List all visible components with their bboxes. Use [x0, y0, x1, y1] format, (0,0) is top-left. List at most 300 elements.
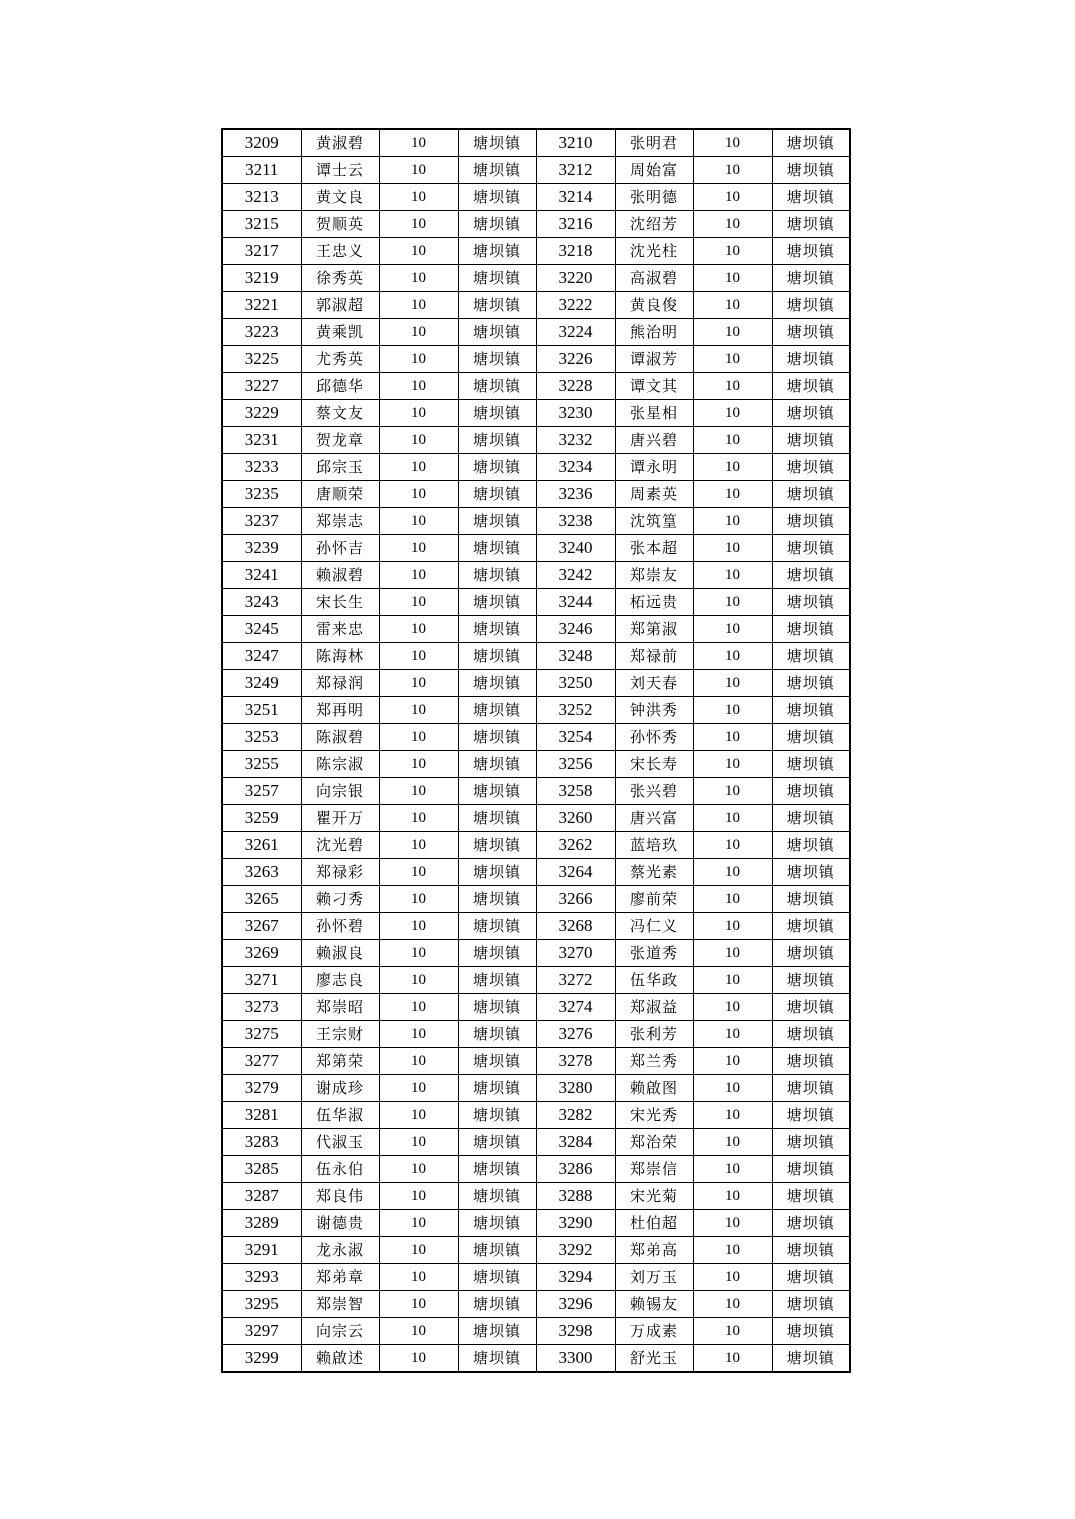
table-row [222, 1129, 850, 1156]
person-name-cell: 谭文其 [615, 373, 693, 400]
record-number-cell: 3225 [222, 346, 301, 373]
town-name-cell: 塘坝镇 [772, 805, 850, 832]
table-row [222, 1210, 850, 1237]
record-number-cell: 3249 [222, 670, 301, 697]
table-row [222, 1318, 850, 1345]
person-name-cell: 蔡文友 [301, 400, 379, 427]
amount-value-cell: 10 [379, 1075, 458, 1102]
amount-value-cell: 10 [693, 129, 772, 157]
person-name-cell: 王忠义 [301, 238, 379, 265]
amount-value-cell: 10 [693, 1210, 772, 1237]
person-name-cell: 唐顺荣 [301, 481, 379, 508]
person-name-cell: 郑弟高 [615, 1237, 693, 1264]
town-name-cell: 塘坝镇 [772, 1318, 850, 1345]
amount-value-cell: 10 [693, 940, 772, 967]
amount-value-cell: 10 [379, 886, 458, 913]
record-number-cell: 3243 [222, 589, 301, 616]
town-name-cell: 塘坝镇 [458, 1210, 536, 1237]
person-name-cell: 谭士云 [301, 157, 379, 184]
person-name-cell: 郑第淑 [615, 616, 693, 643]
amount-value-cell: 10 [693, 589, 772, 616]
person-name-cell: 黄淑碧 [301, 129, 379, 157]
person-name-cell: 陈宗淑 [301, 751, 379, 778]
amount-value-cell: 10 [379, 129, 458, 157]
amount-value-cell: 10 [693, 670, 772, 697]
town-name-cell: 塘坝镇 [458, 400, 536, 427]
town-name-cell: 塘坝镇 [458, 1237, 536, 1264]
record-number-cell: 3262 [536, 832, 615, 859]
amount-value-cell: 10 [379, 724, 458, 751]
person-name-cell: 刘天春 [615, 670, 693, 697]
town-name-cell: 塘坝镇 [772, 1183, 850, 1210]
town-name-cell: 塘坝镇 [458, 508, 536, 535]
person-name-cell: 郑崇智 [301, 1291, 379, 1318]
town-name-cell: 塘坝镇 [458, 1102, 536, 1129]
table-row [222, 967, 850, 994]
amount-value-cell: 10 [693, 859, 772, 886]
person-name-cell: 沈光碧 [301, 832, 379, 859]
table-row [222, 1048, 850, 1075]
record-number-cell: 3238 [536, 508, 615, 535]
town-name-cell: 塘坝镇 [772, 427, 850, 454]
town-name-cell: 塘坝镇 [458, 859, 536, 886]
person-name-cell: 谭淑芳 [615, 346, 693, 373]
town-name-cell: 塘坝镇 [772, 1210, 850, 1237]
record-number-cell: 3236 [536, 481, 615, 508]
record-number-cell: 3292 [536, 1237, 615, 1264]
amount-value-cell: 10 [379, 1183, 458, 1210]
person-name-cell: 邱德华 [301, 373, 379, 400]
town-name-cell: 塘坝镇 [458, 1183, 536, 1210]
person-name-cell: 孙怀碧 [301, 913, 379, 940]
record-number-cell: 3284 [536, 1129, 615, 1156]
amount-value-cell: 10 [379, 1318, 458, 1345]
record-number-cell: 3209 [222, 129, 301, 157]
person-name-cell: 张兴碧 [615, 778, 693, 805]
amount-value-cell: 10 [693, 1156, 772, 1183]
town-name-cell: 塘坝镇 [458, 967, 536, 994]
town-name-cell: 塘坝镇 [772, 481, 850, 508]
town-name-cell: 塘坝镇 [458, 940, 536, 967]
person-name-cell: 郑淑益 [615, 994, 693, 1021]
amount-value-cell: 10 [379, 481, 458, 508]
town-name-cell: 塘坝镇 [458, 832, 536, 859]
person-name-cell: 龙永淑 [301, 1237, 379, 1264]
record-number-cell: 3276 [536, 1021, 615, 1048]
record-number-cell: 3216 [536, 211, 615, 238]
town-name-cell: 塘坝镇 [772, 751, 850, 778]
town-name-cell: 塘坝镇 [458, 994, 536, 1021]
person-name-cell: 宋长生 [301, 589, 379, 616]
person-name-cell: 尤秀英 [301, 346, 379, 373]
person-name-cell: 熊治明 [615, 319, 693, 346]
record-number-cell: 3279 [222, 1075, 301, 1102]
amount-value-cell: 10 [379, 589, 458, 616]
town-name-cell: 塘坝镇 [772, 832, 850, 859]
table-row [222, 589, 850, 616]
person-name-cell: 宋光菊 [615, 1183, 693, 1210]
record-number-cell: 3213 [222, 184, 301, 211]
person-name-cell: 郑禄润 [301, 670, 379, 697]
town-name-cell: 塘坝镇 [772, 1021, 850, 1048]
amount-value-cell: 10 [693, 967, 772, 994]
town-name-cell: 塘坝镇 [772, 967, 850, 994]
amount-value-cell: 10 [693, 238, 772, 265]
town-name-cell: 塘坝镇 [772, 211, 850, 238]
person-name-cell: 代淑玉 [301, 1129, 379, 1156]
town-name-cell: 塘坝镇 [772, 778, 850, 805]
person-name-cell: 周始富 [615, 157, 693, 184]
town-name-cell: 塘坝镇 [772, 129, 850, 157]
person-name-cell: 赖啟述 [301, 1345, 379, 1373]
amount-value-cell: 10 [379, 1021, 458, 1048]
record-number-cell: 3293 [222, 1264, 301, 1291]
record-number-cell: 3274 [536, 994, 615, 1021]
record-number-cell: 3278 [536, 1048, 615, 1075]
amount-value-cell: 10 [379, 157, 458, 184]
person-name-cell: 孙怀秀 [615, 724, 693, 751]
person-name-cell: 郑弟章 [301, 1264, 379, 1291]
table-row [222, 670, 850, 697]
table-row [222, 400, 850, 427]
town-name-cell: 塘坝镇 [772, 1075, 850, 1102]
person-name-cell: 徐秀英 [301, 265, 379, 292]
person-name-cell: 张道秀 [615, 940, 693, 967]
town-name-cell: 塘坝镇 [458, 643, 536, 670]
record-number-cell: 3268 [536, 913, 615, 940]
table-row [222, 859, 850, 886]
town-name-cell: 塘坝镇 [458, 292, 536, 319]
amount-value-cell: 10 [693, 832, 772, 859]
amount-value-cell: 10 [693, 1291, 772, 1318]
record-number-cell: 3248 [536, 643, 615, 670]
town-name-cell: 塘坝镇 [772, 562, 850, 589]
person-name-cell: 舒光玉 [615, 1345, 693, 1373]
record-number-cell: 3223 [222, 319, 301, 346]
table-row [222, 535, 850, 562]
person-name-cell: 郑治荣 [615, 1129, 693, 1156]
town-name-cell: 塘坝镇 [458, 724, 536, 751]
person-name-cell: 沈绍芳 [615, 211, 693, 238]
town-name-cell: 塘坝镇 [458, 481, 536, 508]
amount-value-cell: 10 [693, 805, 772, 832]
person-name-cell: 赖刁秀 [301, 886, 379, 913]
record-number-cell: 3285 [222, 1156, 301, 1183]
table-row [222, 265, 850, 292]
person-name-cell: 蔡光素 [615, 859, 693, 886]
town-name-cell: 塘坝镇 [772, 346, 850, 373]
amount-value-cell: 10 [693, 211, 772, 238]
amount-value-cell: 10 [693, 454, 772, 481]
town-name-cell: 塘坝镇 [772, 319, 850, 346]
record-number-cell: 3221 [222, 292, 301, 319]
table-row [222, 1345, 850, 1373]
person-name-cell: 黄乘凯 [301, 319, 379, 346]
record-number-cell: 3212 [536, 157, 615, 184]
town-name-cell: 塘坝镇 [772, 994, 850, 1021]
amount-value-cell: 10 [379, 454, 458, 481]
amount-value-cell: 10 [693, 913, 772, 940]
amount-value-cell: 10 [379, 346, 458, 373]
amount-value-cell: 10 [693, 886, 772, 913]
record-number-cell: 3240 [536, 535, 615, 562]
town-name-cell: 塘坝镇 [772, 265, 850, 292]
person-name-cell: 柘远贵 [615, 589, 693, 616]
table-row [222, 319, 850, 346]
table-row [222, 697, 850, 724]
amount-value-cell: 10 [379, 940, 458, 967]
record-number-cell: 3224 [536, 319, 615, 346]
town-name-cell: 塘坝镇 [772, 913, 850, 940]
record-number-cell: 3256 [536, 751, 615, 778]
amount-value-cell: 10 [379, 184, 458, 211]
town-name-cell: 塘坝镇 [458, 1156, 536, 1183]
town-name-cell: 塘坝镇 [772, 157, 850, 184]
record-number-cell: 3272 [536, 967, 615, 994]
record-number-cell: 3242 [536, 562, 615, 589]
town-name-cell: 塘坝镇 [772, 1048, 850, 1075]
town-name-cell: 塘坝镇 [458, 373, 536, 400]
town-name-cell: 塘坝镇 [458, 913, 536, 940]
town-name-cell: 塘坝镇 [458, 751, 536, 778]
person-name-cell: 赖锡友 [615, 1291, 693, 1318]
table-row [222, 913, 850, 940]
record-number-cell: 3271 [222, 967, 301, 994]
amount-value-cell: 10 [693, 1102, 772, 1129]
town-name-cell: 塘坝镇 [772, 373, 850, 400]
table-row [222, 724, 850, 751]
amount-value-cell: 10 [693, 1021, 772, 1048]
amount-value-cell: 10 [693, 724, 772, 751]
town-name-cell: 塘坝镇 [772, 1102, 850, 1129]
record-number-cell: 3253 [222, 724, 301, 751]
table-row [222, 643, 850, 670]
table-row [222, 1075, 850, 1102]
person-name-cell: 郑良伟 [301, 1183, 379, 1210]
table-row [222, 1291, 850, 1318]
record-number-cell: 3230 [536, 400, 615, 427]
town-name-cell: 塘坝镇 [458, 1291, 536, 1318]
amount-value-cell: 10 [379, 265, 458, 292]
amount-value-cell: 10 [693, 535, 772, 562]
amount-value-cell: 10 [379, 1048, 458, 1075]
person-name-cell: 郑第荣 [301, 1048, 379, 1075]
town-name-cell: 塘坝镇 [458, 211, 536, 238]
roster-table-body [222, 129, 850, 1372]
person-name-cell: 孙怀吉 [301, 535, 379, 562]
record-number-cell: 3261 [222, 832, 301, 859]
amount-value-cell: 10 [693, 994, 772, 1021]
town-name-cell: 塘坝镇 [458, 346, 536, 373]
town-name-cell: 塘坝镇 [458, 616, 536, 643]
person-name-cell: 瞿开万 [301, 805, 379, 832]
record-number-cell: 3214 [536, 184, 615, 211]
record-number-cell: 3245 [222, 616, 301, 643]
amount-value-cell: 10 [379, 805, 458, 832]
town-name-cell: 塘坝镇 [458, 1345, 536, 1373]
record-number-cell: 3211 [222, 157, 301, 184]
person-name-cell: 杜伯超 [615, 1210, 693, 1237]
town-name-cell: 塘坝镇 [772, 1345, 850, 1373]
record-number-cell: 3266 [536, 886, 615, 913]
amount-value-cell: 10 [379, 1210, 458, 1237]
record-number-cell: 3227 [222, 373, 301, 400]
record-number-cell: 3300 [536, 1345, 615, 1373]
town-name-cell: 塘坝镇 [458, 319, 536, 346]
town-name-cell: 塘坝镇 [458, 535, 536, 562]
amount-value-cell: 10 [693, 643, 772, 670]
record-number-cell: 3270 [536, 940, 615, 967]
table-row [222, 1102, 850, 1129]
table-row [222, 238, 850, 265]
town-name-cell: 塘坝镇 [772, 238, 850, 265]
person-name-cell: 陈淑碧 [301, 724, 379, 751]
person-name-cell: 赖啟图 [615, 1075, 693, 1102]
table-row [222, 886, 850, 913]
amount-value-cell: 10 [379, 616, 458, 643]
town-name-cell: 塘坝镇 [772, 454, 850, 481]
amount-value-cell: 10 [693, 1048, 772, 1075]
record-number-cell: 3287 [222, 1183, 301, 1210]
town-name-cell: 塘坝镇 [772, 1156, 850, 1183]
record-number-cell: 3254 [536, 724, 615, 751]
record-number-cell: 3289 [222, 1210, 301, 1237]
record-number-cell: 3291 [222, 1237, 301, 1264]
town-name-cell: 塘坝镇 [458, 1318, 536, 1345]
person-name-cell: 周素英 [615, 481, 693, 508]
amount-value-cell: 10 [693, 184, 772, 211]
town-name-cell: 塘坝镇 [458, 697, 536, 724]
person-name-cell: 蓝培玖 [615, 832, 693, 859]
table-row [222, 616, 850, 643]
amount-value-cell: 10 [379, 427, 458, 454]
amount-value-cell: 10 [379, 913, 458, 940]
person-name-cell: 郭淑超 [301, 292, 379, 319]
record-number-cell: 3232 [536, 427, 615, 454]
record-number-cell: 3233 [222, 454, 301, 481]
amount-value-cell: 10 [379, 1237, 458, 1264]
table-row [222, 832, 850, 859]
amount-value-cell: 10 [693, 373, 772, 400]
amount-value-cell: 10 [693, 778, 772, 805]
record-number-cell: 3273 [222, 994, 301, 1021]
person-name-cell: 邱宗玉 [301, 454, 379, 481]
person-name-cell: 钟洪秀 [615, 697, 693, 724]
town-name-cell: 塘坝镇 [458, 1021, 536, 1048]
record-number-cell: 3220 [536, 265, 615, 292]
record-number-cell: 3290 [536, 1210, 615, 1237]
town-name-cell: 塘坝镇 [772, 1291, 850, 1318]
table-row [222, 1156, 850, 1183]
town-name-cell: 塘坝镇 [458, 1129, 536, 1156]
record-number-cell: 3296 [536, 1291, 615, 1318]
record-number-cell: 3286 [536, 1156, 615, 1183]
person-name-cell: 高淑碧 [615, 265, 693, 292]
amount-value-cell: 10 [379, 508, 458, 535]
person-name-cell: 张明君 [615, 129, 693, 157]
record-number-cell: 3263 [222, 859, 301, 886]
town-name-cell: 塘坝镇 [772, 643, 850, 670]
record-number-cell: 3218 [536, 238, 615, 265]
town-name-cell: 塘坝镇 [772, 697, 850, 724]
person-name-cell: 伍华政 [615, 967, 693, 994]
record-number-cell: 3264 [536, 859, 615, 886]
town-name-cell: 塘坝镇 [772, 724, 850, 751]
town-name-cell: 塘坝镇 [458, 238, 536, 265]
town-name-cell: 塘坝镇 [772, 859, 850, 886]
table-row [222, 508, 850, 535]
amount-value-cell: 10 [693, 751, 772, 778]
record-number-cell: 3265 [222, 886, 301, 913]
record-number-cell: 3215 [222, 211, 301, 238]
person-name-cell: 谢德贵 [301, 1210, 379, 1237]
person-name-cell: 廖前荣 [615, 886, 693, 913]
record-number-cell: 3258 [536, 778, 615, 805]
town-name-cell: 塘坝镇 [458, 1264, 536, 1291]
amount-value-cell: 10 [693, 1075, 772, 1102]
town-name-cell: 塘坝镇 [458, 427, 536, 454]
amount-value-cell: 10 [693, 508, 772, 535]
table-row [222, 427, 850, 454]
town-name-cell: 塘坝镇 [772, 616, 850, 643]
town-name-cell: 塘坝镇 [772, 886, 850, 913]
record-number-cell: 3231 [222, 427, 301, 454]
table-row [222, 940, 850, 967]
person-name-cell: 陈海林 [301, 643, 379, 670]
table-row [222, 129, 850, 157]
town-name-cell: 塘坝镇 [772, 670, 850, 697]
record-number-cell: 3255 [222, 751, 301, 778]
record-number-cell: 3251 [222, 697, 301, 724]
table-row [222, 1021, 850, 1048]
amount-value-cell: 10 [693, 265, 772, 292]
person-name-cell: 张利芳 [615, 1021, 693, 1048]
record-number-cell: 3252 [536, 697, 615, 724]
person-name-cell: 赖淑良 [301, 940, 379, 967]
person-name-cell: 万成素 [615, 1318, 693, 1345]
person-name-cell: 谭永明 [615, 454, 693, 481]
amount-value-cell: 10 [379, 859, 458, 886]
town-name-cell: 塘坝镇 [772, 1264, 850, 1291]
amount-value-cell: 10 [693, 1345, 772, 1373]
person-name-cell: 宋长寿 [615, 751, 693, 778]
town-name-cell: 塘坝镇 [458, 805, 536, 832]
amount-value-cell: 10 [693, 319, 772, 346]
person-name-cell: 宋光秀 [615, 1102, 693, 1129]
table-row [222, 184, 850, 211]
town-name-cell: 塘坝镇 [772, 508, 850, 535]
amount-value-cell: 10 [693, 157, 772, 184]
town-name-cell: 塘坝镇 [458, 184, 536, 211]
amount-value-cell: 10 [379, 319, 458, 346]
record-number-cell: 3250 [536, 670, 615, 697]
record-number-cell: 3260 [536, 805, 615, 832]
person-name-cell: 贺顺英 [301, 211, 379, 238]
person-name-cell: 伍华淑 [301, 1102, 379, 1129]
table-row [222, 292, 850, 319]
table-row [222, 1237, 850, 1264]
amount-value-cell: 10 [379, 1264, 458, 1291]
amount-value-cell: 10 [379, 400, 458, 427]
record-number-cell: 3235 [222, 481, 301, 508]
amount-value-cell: 10 [693, 1129, 772, 1156]
amount-value-cell: 10 [693, 1264, 772, 1291]
record-number-cell: 3298 [536, 1318, 615, 1345]
amount-value-cell: 10 [379, 778, 458, 805]
person-name-cell: 刘万玉 [615, 1264, 693, 1291]
amount-value-cell: 10 [693, 616, 772, 643]
record-number-cell: 3234 [536, 454, 615, 481]
